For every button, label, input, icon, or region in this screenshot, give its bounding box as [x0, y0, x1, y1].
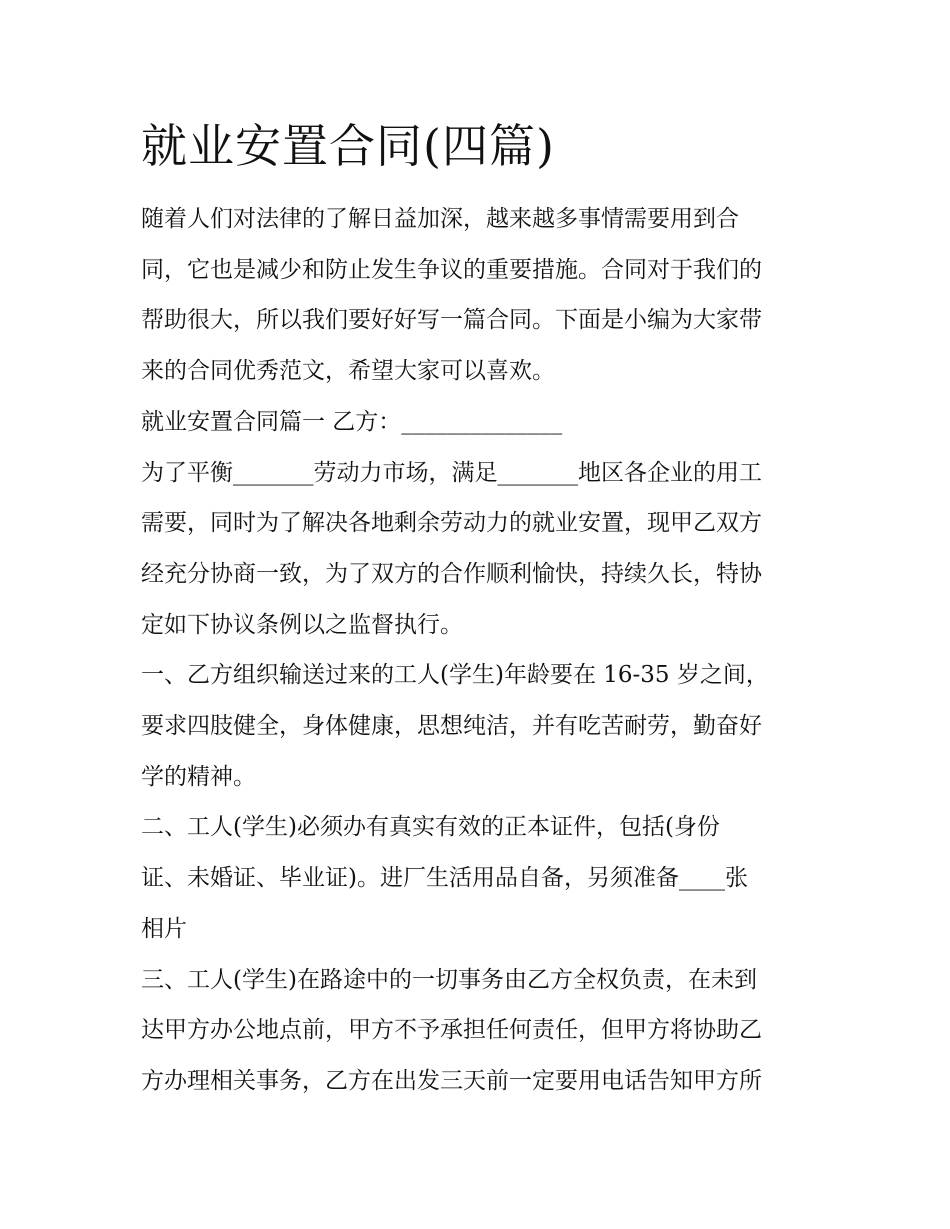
document-body — [141, 110, 821, 1107]
body-line: 经充分协商一致，为了双方的合作顺利愉快，持续久长，特协 — [141, 560, 762, 587]
body-line: 方办理相关事务，乙方在出发三天前一定要用电话告知甲方所 — [141, 1067, 762, 1094]
body-line: 来的合同优秀范文，希望大家可以喜欢。 — [141, 358, 555, 385]
document-title: 就业安置合同(四篇) — [141, 119, 555, 173]
section-heading-line: 就业安置合同篇一 乙方：______________ — [141, 408, 563, 435]
body-line: 达甲方办公地点前，甲方不予承担任何责任，但甲方将协助乙 — [141, 1017, 762, 1044]
body-line: 需要，同时为了解决各地剩余劳动力的就业安置，现甲乙双方 — [141, 510, 762, 537]
clause-line: 二、工人(学生)必须办有真实有效的正本证件，包括(身份 — [141, 814, 720, 841]
body-line: 同，它也是减少和防止发生争议的重要措施。合同对于我们的 — [141, 256, 762, 283]
clause-line: 一、乙方组织输送过来的工人(学生)年龄要在 16-35 岁之间， — [141, 662, 769, 689]
body-line: 随着人们对法律的了解日益加深，越来越多事情需要用到合 — [141, 206, 739, 232]
clause-line: 三、工人(学生)在路途中的一切事务由乙方全权负责，在未到 — [141, 966, 757, 993]
body-line: 证、未婚证、毕业证)。进厂生活用品自备，另须准备____张 — [141, 865, 748, 892]
body-line: 要求四肢健全，身体健康，思想纯洁，并有吃苦耐劳，勤奋好 — [141, 713, 762, 740]
body-line: 帮助很大，所以我们要好好写一篇合同。下面是小编为大家带 — [141, 307, 762, 334]
body-line: 定如下协议条例以之监督执行。 — [141, 611, 463, 638]
body-line: 学的精神。 — [141, 763, 256, 790]
body-line: 相片 — [141, 915, 187, 942]
body-line: 为了平衡_______劳动力市场，满足_______地区各企业的用工 — [141, 459, 762, 486]
